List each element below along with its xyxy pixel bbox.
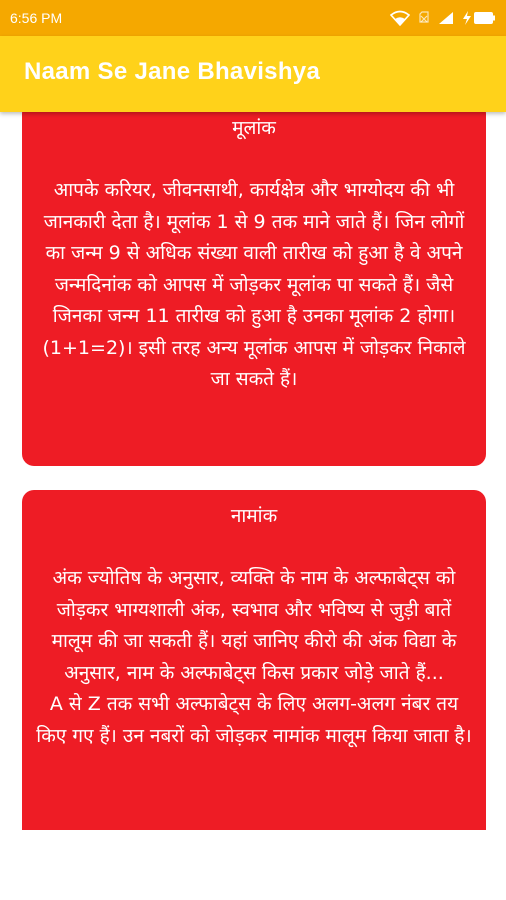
card-title: नामांक	[230, 505, 278, 527]
card-title: मूलांक	[232, 117, 276, 139]
status-bar	[0, 0, 506, 36]
bottom-blank-area	[0, 830, 506, 900]
status-time: 6:56 PM	[10, 10, 63, 26]
signal-icon	[438, 11, 454, 25]
battery-charging-icon	[462, 11, 496, 25]
app-bar	[0, 36, 506, 112]
card-body: अंक ज्योतिष के अनुसार, व्यक्ति के नाम के अल्फाबेट्स को जोड़कर भाग्यशाली अंक, स्वभाव और भविष्य से जुड़ी बातें मालूम की जा सकती हैं। यहां जानिए कीरो की अंक विद्या के अनुसार, नाम के अल्फाबेट्स किस प्रकार जोड़े जाते हैं... A से Z तक सभी अल्फाबेट्स के लिए अलग-अलग नंबर तय किए गए हैं। उन नबरों को जोड़कर नामांक मालूम किया जाता है।	[36, 567, 472, 747]
app-title: Naam Se Jane Bhavishya	[24, 58, 321, 85]
status-icons	[390, 10, 496, 26]
no-sim-icon	[418, 11, 430, 25]
info-card-moolank[interactable]	[22, 112, 486, 466]
content-scroll-area[interactable]	[0, 112, 506, 830]
card-body: आपके करियर, जीवनसाथी, कार्यक्षेत्र और भाग्योदय की भी जानकारी देता है। मूलांक 1 से 9 तक माने जाते हैं। जिन लोगों का जन्म 9 से अधिक संख्या वाली तारीख को हुआ है वे अपने जन्मदिनांक को आपस में जोड़कर मूलांक पा सकते हैं। जैसे जिनका जन्म 11 तारीख को हुआ है उनका मूलांक 2 होगा। (1+1=2)। इसी तरह अन्य मूलांक आपस में जोड़कर निकाले जा सकते हैं।	[42, 179, 466, 390]
wifi-icon	[390, 10, 410, 26]
info-card-naamank[interactable]	[22, 490, 486, 830]
